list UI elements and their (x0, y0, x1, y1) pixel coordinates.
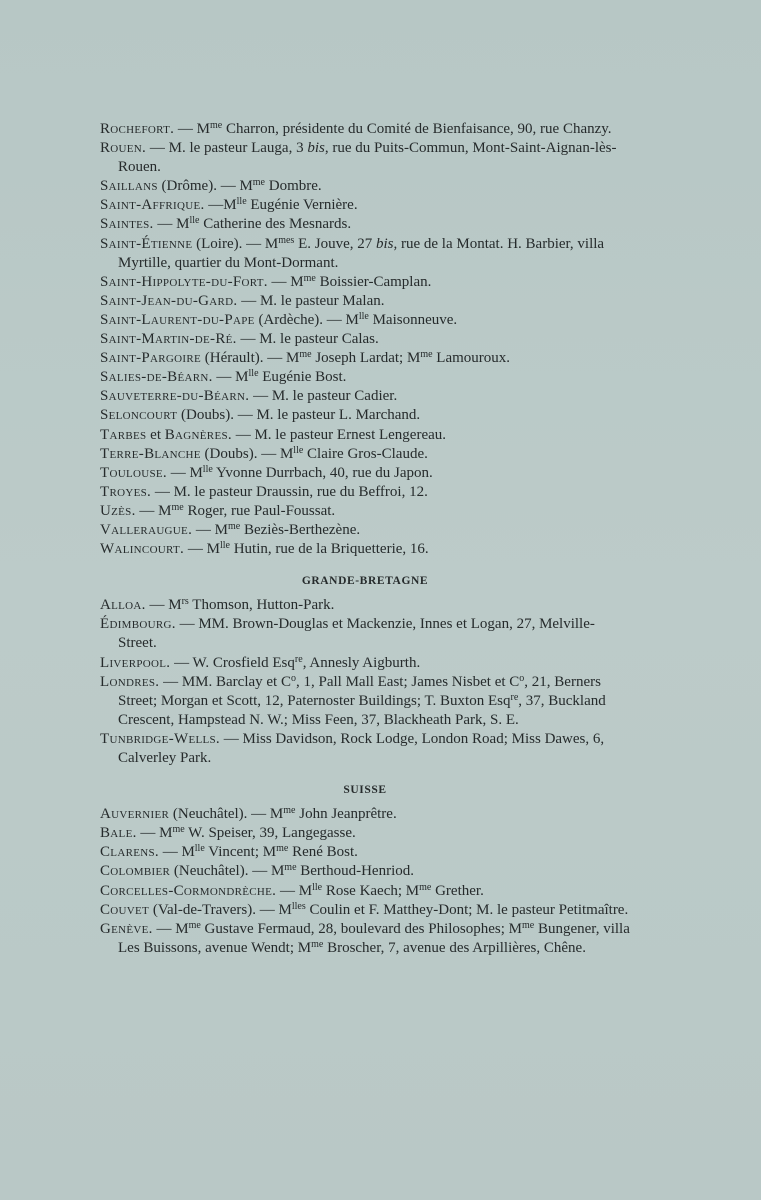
superscript: lle (236, 196, 247, 208)
superscript: rs (181, 596, 189, 608)
address-entry: Alloa. — $M^{rs}$ Thomson, Hutton-Park. (100, 596, 335, 614)
place-name: Saillans (100, 178, 158, 195)
place-name: Toulouse. (100, 464, 167, 481)
place-name: Troyes. (100, 483, 152, 500)
place-name: Saint-Jean-du-Gard. (100, 292, 238, 309)
superscript: me (210, 120, 223, 131)
superscript: re (510, 691, 519, 703)
address-entry: Saint-Martin-de-Ré. — M. le pasteur Calas. (100, 331, 379, 348)
address-entry: Saint-Pargoire (Hérault). — $M^{me}$ Joseph Lardat; $M^{me}$ Lamouroux. (100, 349, 511, 367)
switzerland-entries (100, 805, 630, 958)
place-name: Couvet (100, 901, 150, 918)
superscript: me (311, 938, 324, 950)
superscript: me (276, 843, 289, 855)
address-entry: Colombier (Neuchâtel). — $M^{me}$ Berthoud-Henriod. (100, 862, 414, 880)
place-name: Bale. (100, 825, 137, 842)
place-name: Auvernier (100, 806, 170, 823)
place-name: Saint-Martin-de-Ré. (100, 331, 237, 348)
place-name: Corcelles-Cormondrèche. (100, 882, 277, 899)
place-name: Saintes. (100, 216, 154, 233)
place-name: Saint-Pargoire (100, 350, 202, 367)
place-name: Rouen. (100, 140, 147, 157)
superscript: me (172, 824, 185, 836)
address-entry: Valleraugue. — $M^{me}$ Beziès-Berthezène. (100, 520, 361, 538)
place-name: Clarens. (100, 844, 159, 861)
superscript: lle (312, 881, 323, 893)
address-entry: Terre-Blanche (Doubs). — $M^{lle}$ Claire Gros-Claude. (100, 444, 428, 462)
address-entry: Sauveterre-du-Béarn. — M. le pasteur Cadier. (100, 388, 398, 405)
place-name: Tunbridge-Wells. (100, 730, 220, 747)
place-name: Uzès. (100, 502, 136, 519)
superscript: me (171, 501, 184, 513)
place-name: Londres. (100, 673, 160, 690)
address-entry: Salies-de-Béarn. — $M^{lle}$ Eugénie Bost. (100, 368, 347, 386)
place-name: Tarbes (100, 426, 147, 443)
superscript: lle (248, 368, 259, 380)
place-name: Salies-de-Béarn. (100, 369, 213, 386)
superscript: lle (189, 215, 200, 227)
superscript: lle (293, 444, 304, 456)
superscript: o (519, 672, 525, 684)
superscript: lle (194, 843, 205, 855)
address-entry: Tunbridge-Wells. — Miss Davidson, Rock Lodge, London Road; Miss Dawes, 6, Calverley Park. (100, 730, 605, 766)
address-entry: Couvet (Val-de-Travers). — $M^{lles}$ Coulin et F. Matthey-Dont; M. le pasteur Petitmaître. (100, 900, 629, 918)
superscript: lle (219, 540, 230, 552)
address-entry: Corcelles-Cormondrèche. — $M^{lle}$ Rose Kaech; $M^{me}$ Grether. (100, 881, 484, 899)
address-entry: Auvernier (Neuchâtel). — $M^{me}$ John Jeanprêtre. (100, 805, 397, 823)
address-entry: Londres. — MM. Barclay et $C^o$, 1, Pall Mall East; James Nisbet et $C^o$, 21, Berners Street; Morgan et Scott, 12, Paternoster Buildings; T. Buxton Esq$^{re}$, 37, Buckland Crescent, Hampstead N. W.; Miss Feen, 37, Blackheath Park, S. E. (100, 672, 606, 728)
address-entry: Saintes. — $M^{lle}$ Catherine des Mesnards. (100, 215, 352, 233)
superscript: me (522, 919, 535, 931)
place-name: Valleraugue. (100, 521, 193, 538)
france-entries (100, 120, 630, 559)
address-entry: Uzès. — $M^{me}$ Roger, rue Paul-Foussat. (100, 501, 336, 519)
address-entry: Seloncourt (Doubs). — M. le pasteur L. Marchand. (100, 407, 421, 424)
place-name: Walincourt. (100, 541, 185, 558)
place-name: Saint-Hippolyte-du-Fort. (100, 273, 268, 290)
superscript: me (303, 272, 316, 284)
address-entry: Saint-Jean-du-Gard. — M. le pasteur Malan. (100, 292, 385, 309)
address-entry: Rouen. — M. le pasteur Lauga, 3 bis, rue du Puits-Commun, Mont-Saint-Aignan-lès-Rouen. (100, 140, 617, 176)
superscript: me (420, 349, 433, 361)
place-name: Sauveterre-du-Béarn. (100, 388, 250, 405)
address-entry: Bale. — $M^{me}$ W. Speiser, 39, Langegasse. (100, 824, 356, 842)
superscript: me (227, 520, 241, 532)
place-name: Terre-Blanche (100, 445, 201, 462)
place-name: Bagnères. (164, 426, 232, 443)
address-entry: Saint-Affrique. $—M^{lle}$ Eugénie Vernière. (100, 196, 358, 214)
address-entry: Clarens. — $M^{lle}$ Vincent; $M^{me}$ René Bost. (100, 843, 358, 861)
section-heading-great-britain: GRANDE-BRETAGNE (301, 575, 429, 588)
address-entry: Saint-Hippolyte-du-Fort. — $M^{me}$ Boissier-Camplan. (100, 272, 432, 290)
place-name: Colombier (100, 863, 171, 880)
address-entry: Tarbes et Bagnères. — M. le pasteur Ernest Lengereau. (100, 426, 447, 443)
superscript: lle (358, 310, 369, 322)
place-name: Édimbourg. (100, 616, 176, 633)
superscript: o (290, 672, 296, 684)
place-name: Seloncourt (100, 407, 178, 424)
place-name: Saint-Étienne (100, 235, 193, 252)
section-heading-switzerland: SUISSE (343, 784, 387, 797)
superscript: me (284, 862, 297, 874)
superscript: re (294, 653, 303, 665)
place-name: Genève. (100, 920, 153, 937)
address-entry: Troyes. — M. le pasteur Draussin, rue du Beffroi, 12. (100, 483, 428, 500)
superscript: lles (291, 900, 306, 912)
italic-text: bis (375, 235, 394, 252)
superscript: me (283, 805, 296, 817)
address-entry: Toulouse. — $M^{lle}$ Yvonne Durrbach, 40, rue du Japon. (100, 463, 433, 481)
place-name: Saint-Affrique. (100, 197, 205, 214)
place-name: Rochefort. (100, 121, 175, 137)
address-entry: Saint-Étienne (Loire). — $M^{mes}$ E. Jouve, 27 bis, rue de la Montat. H. Barbier, villa Myrtille, quartier du Mont-Dormant. (100, 234, 605, 271)
address-entry: Saillans (Drôme). — $M^{me}$ Dombre. (100, 177, 322, 195)
place-name: Alloa. (100, 597, 146, 614)
address-entry: Saint-Laurent-du-Pape (Ardèche). — $M^{lle}$ Maisonneuve. (100, 310, 458, 328)
address-entry: Walincourt. — $M^{lle}$ Hutin, rue de la Briquetterie, 16. (100, 540, 429, 558)
superscript: me (252, 177, 265, 189)
address-entry: Rochefort. — $M^{me}$ Charron, présidente du Comité de Bienfaisance, 90, rue Chanzy. (100, 120, 612, 137)
address-entry: Liverpool. — W. Crosfield Esq$^{re}$, Annesly Aigburth. (100, 653, 421, 671)
superscript: mes (278, 234, 295, 246)
address-entry: Genève. — $M^{me}$ Gustave Fermaud, 28, boulevard des Philosophes; $M^{me}$ Bungener, villa Les Buissons, avenue Wendt; $M^{me}$ Broscher, 7, avenue des Arpillières, Chêne. (100, 919, 630, 956)
address-list (100, 120, 630, 958)
superscript: me (188, 919, 201, 931)
great-britain-entries (100, 596, 630, 768)
italic-text: bis (307, 140, 325, 157)
superscript: me (299, 349, 312, 361)
address-entry: Édimbourg. — MM. Brown-Douglas et Mackenzie, Innes et Logan, 27, Melville-Street. (100, 616, 595, 652)
place-name: Liverpool. (100, 654, 171, 671)
superscript: lle (202, 463, 213, 475)
superscript: me (419, 881, 432, 893)
place-name: Saint-Laurent-du-Pape (100, 311, 255, 328)
